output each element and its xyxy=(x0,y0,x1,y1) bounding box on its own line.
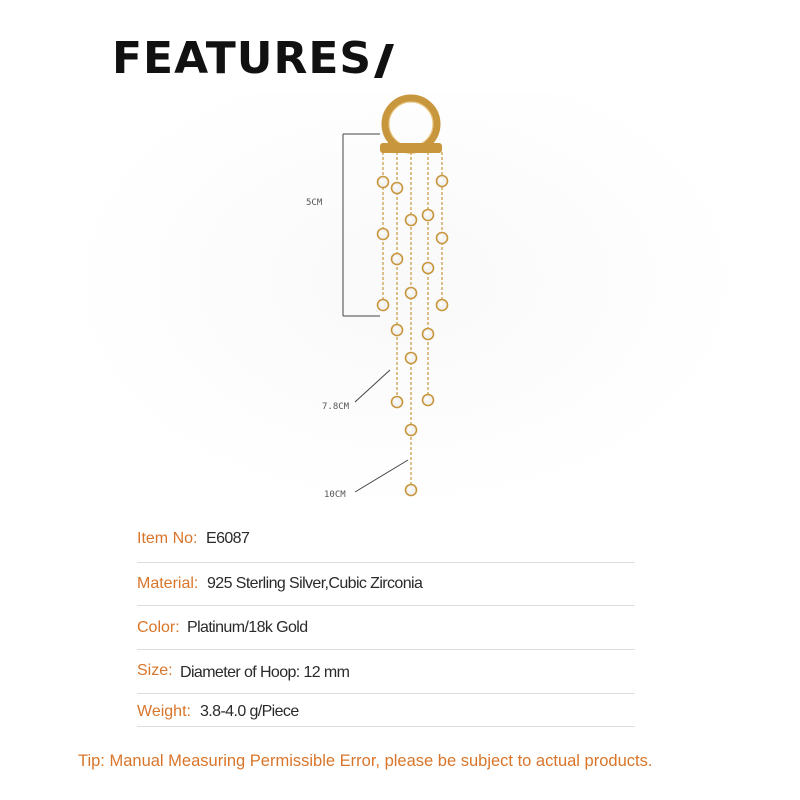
stone-highlight xyxy=(425,265,428,268)
stone-highlight xyxy=(408,290,411,293)
stone-highlight xyxy=(439,235,442,238)
stone-highlight xyxy=(394,399,397,402)
stone-highlight xyxy=(408,427,411,430)
spec-label: Item No: xyxy=(137,530,198,547)
tip-note: Tip: Manual Measuring Permissible Error, please be subject to actual products. xyxy=(78,752,653,770)
spec-row-material xyxy=(137,565,635,606)
stone-highlight xyxy=(439,178,442,181)
stone-highlight xyxy=(394,185,397,188)
stone-highlight xyxy=(425,331,428,334)
stone-highlight xyxy=(408,487,411,490)
stone-highlight xyxy=(380,302,383,305)
spec-value: 3.8-4.0 g/Piece xyxy=(200,703,299,720)
stone-highlight xyxy=(380,179,383,182)
spec-row-color xyxy=(137,609,635,650)
stone-highlight xyxy=(394,327,397,330)
spec-label: Size: xyxy=(137,662,173,679)
stone-highlight xyxy=(425,212,428,215)
features-heading: FEATURES xyxy=(112,33,373,84)
spec-label: Weight: xyxy=(137,703,191,720)
dimension-label-10cm: 10CM xyxy=(324,490,346,500)
tassel-chains xyxy=(383,152,442,490)
stone-highlight xyxy=(425,397,428,400)
dimension-label-5cm: 5CM xyxy=(306,198,323,208)
spec-value: Diameter of Hoop: 12 mm xyxy=(180,664,350,681)
spec-label: Color: xyxy=(137,619,180,636)
spec-value: 925 Sterling Silver,Cubic Zirconia xyxy=(207,575,423,592)
hoop xyxy=(380,98,442,153)
dimension-label-7-8cm: 7.8CM xyxy=(322,402,350,412)
stone-highlight xyxy=(394,256,397,259)
spec-value: Platinum/18k Gold xyxy=(187,619,308,636)
stone-highlight xyxy=(380,231,383,234)
zircon-stones xyxy=(378,176,448,496)
spec-value: E6087 xyxy=(206,530,250,547)
spec-row-weight xyxy=(137,686,635,727)
spec-label: Material: xyxy=(137,575,199,592)
spec-row-item-no xyxy=(137,522,635,563)
stone-highlight xyxy=(439,302,442,305)
stone-highlight xyxy=(408,355,411,358)
stone-highlight xyxy=(408,217,411,220)
